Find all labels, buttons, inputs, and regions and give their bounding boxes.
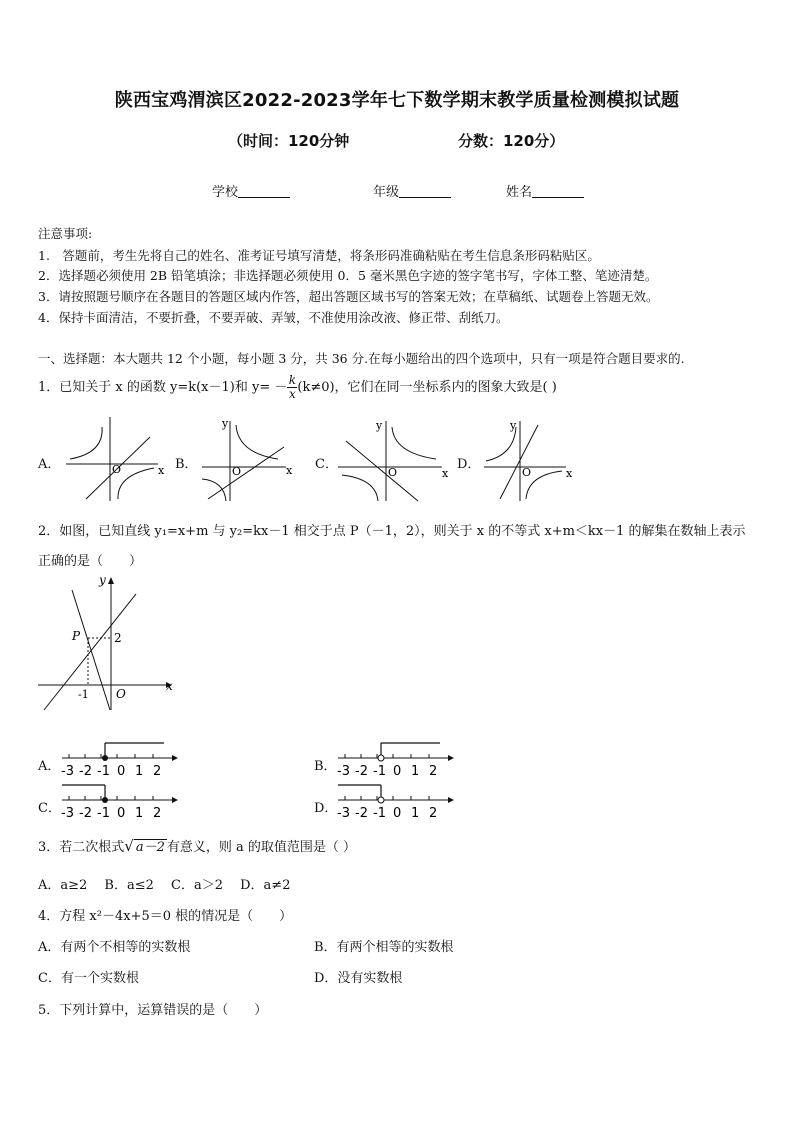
- number-line-arrow: [172, 755, 178, 761]
- open-point: [378, 755, 384, 761]
- question-2-stem-line-1: 2．如图，已知直线 y₁=x+m 与 y₂=kx－1 相交于点 P（－1，2），则关于 x 的不等式 x+m＜kx－1 的解集在数轴上表示: [38, 524, 746, 539]
- linear-line: [500, 425, 538, 499]
- hyperbola-branch: [202, 479, 226, 501]
- number-line-arrow: [448, 797, 454, 803]
- tick-label: -2: [79, 806, 92, 820]
- q2-option-c-label: C．: [38, 801, 61, 816]
- x-axis-label: x: [566, 467, 573, 480]
- q4-option-c: C．有一个实数根: [38, 971, 139, 986]
- question-5-stem: 5．下列计算中，运算错误的是（ ）: [38, 1003, 268, 1018]
- q2-number-line-c: [60, 780, 180, 820]
- x-axis-label: x: [158, 464, 165, 477]
- tick-label: -2: [79, 764, 92, 778]
- q2-option-a-label: A．: [38, 759, 61, 774]
- q2-number-line-d: [336, 780, 456, 820]
- question-4-stem: 4．方程 x²－4x+5＝0 根的情况是（ ）: [38, 909, 293, 924]
- solid-point: [102, 755, 108, 761]
- y-value-2-label: 2: [114, 631, 122, 645]
- y-axis-label: y: [510, 419, 517, 432]
- score-info: 分数：120分）: [458, 132, 565, 150]
- tick-label: 0: [117, 806, 126, 820]
- q1-graph-a: [62, 415, 166, 505]
- tick-label: -1: [97, 764, 110, 778]
- notice-item-3: 3．请按照题号顺序在各题目的答题区域内作答，超出答题区域书写的答案无效；在草稿纸、试题卷上答题无效。: [38, 289, 659, 304]
- y-axis-arrow: [108, 577, 114, 584]
- tick-label: 0: [117, 764, 126, 778]
- section-heading: 一、选择题：本大题共 12 个小题，每小题 3 分，共 36 分.在每小题给出的四个选项中，只有一项是符合题目要求的.: [38, 351, 685, 366]
- notice-item-1: 1. 答题前，考生先将自己的姓名、准考证号填写清楚，将条形码准确粘贴在考生信息条形码粘贴区。: [38, 248, 600, 263]
- notice-heading: 注意事项:: [38, 226, 93, 241]
- number-line-arrow: [172, 797, 178, 803]
- tick-label: 1: [411, 764, 420, 778]
- tick-label: 1: [135, 764, 144, 778]
- tick-label: 1: [411, 806, 420, 820]
- q3-radicand: a－2: [135, 840, 165, 855]
- tick-label: -1: [373, 764, 386, 778]
- q1-frac-num: k: [288, 373, 297, 387]
- hyperbola-branch: [118, 468, 154, 499]
- q4-option-d: D．没有实数根: [314, 971, 403, 986]
- number-line-arrow: [448, 755, 454, 761]
- x-axis-label: x: [166, 679, 173, 693]
- name-blank: [532, 185, 584, 198]
- q3-prefix: 3．若二次根式: [38, 840, 125, 855]
- tick-label: -3: [61, 806, 74, 820]
- tick-label: 1: [135, 806, 144, 820]
- tick-label: -2: [355, 764, 368, 778]
- q2-option-b-label: B．: [314, 759, 337, 774]
- hyperbola-branch: [236, 425, 278, 459]
- q1-option-c-label: C．: [315, 457, 338, 472]
- q1-suffix: (k≠0)，它们在同一坐标系内的图象大致是( ): [297, 380, 557, 395]
- tick-label: -1: [97, 806, 110, 820]
- tick-label: 0: [393, 764, 402, 778]
- linear-line: [208, 447, 284, 499]
- q4-option-a: A．有两个不相等的实数根: [38, 940, 191, 955]
- grade-blank: [399, 185, 451, 198]
- tick-label: -1: [373, 806, 386, 820]
- q2-option-d-label: D．: [314, 801, 338, 816]
- q1-option-a-label: A．: [38, 457, 61, 472]
- x-axis-label: x: [286, 464, 293, 477]
- x-axis-label: x: [442, 467, 449, 480]
- time-info: （时间：120分钟: [228, 132, 350, 150]
- y-axis-label: y: [376, 419, 383, 432]
- school-label: 学校: [212, 185, 239, 200]
- name-label: 姓名: [506, 185, 533, 200]
- q1-option-d-label: D．: [457, 457, 481, 472]
- solid-point: [102, 797, 108, 803]
- question-2-stem-line-2: 正确的是（ ）: [38, 554, 143, 569]
- sqrt-sign: √: [124, 837, 134, 855]
- tick-label: -3: [337, 764, 350, 778]
- tick-label: -2: [355, 806, 368, 820]
- q1-option-b-label: B．: [175, 457, 198, 472]
- tick-label: -3: [61, 764, 74, 778]
- q1-prefix: 1．已知关于 x 的函数 y=k(x－1)和 y= －: [38, 380, 288, 395]
- q2-number-line-b: [336, 738, 456, 778]
- school-field: [212, 181, 290, 200]
- origin-label: O: [112, 463, 122, 476]
- notice-item-4: 4．保持卡面清洁，不要折叠，不要弄破、弄皱，不准使用涂改液、修正带、刮纸刀。: [38, 310, 509, 325]
- origin-label: O: [232, 465, 242, 478]
- question-3-options: A．a≥2 B．a≤2 C．a＞2 D．a≠2: [38, 878, 291, 893]
- question-3-stem: [38, 836, 356, 858]
- q1-graph-d: [482, 415, 582, 505]
- hyperbola-branch: [342, 475, 378, 501]
- grade-field: [373, 181, 451, 200]
- y-axis-label: y: [222, 417, 229, 430]
- name-field: [506, 181, 584, 200]
- origin-label: O: [388, 466, 398, 479]
- tick-label: 2: [429, 806, 438, 820]
- tick-label: 2: [429, 764, 438, 778]
- point-p-label: P: [72, 629, 81, 643]
- hyperbola-branch: [526, 471, 562, 499]
- notice-item-2: 2．选择题必须使用 2B 铅笔填涂；非选择题必须使用 0．5 毫米黑色字迹的签字笔书写，字体工整、笔迹清楚。: [38, 268, 658, 283]
- hyperbola-branch: [392, 427, 436, 459]
- open-point: [378, 797, 384, 803]
- q1-frac-den: x: [288, 387, 296, 401]
- exam-title: 陕西宝鸡渭滨区2022-2023学年七下数学期末教学质量检测模拟试题: [114, 90, 680, 111]
- q1-fraction: [287, 374, 297, 401]
- q1-graph-b: [198, 415, 302, 505]
- hyperbola-branch: [486, 427, 516, 461]
- origin-label: O: [522, 466, 532, 479]
- tick-label: -3: [337, 806, 350, 820]
- q3-suffix: 有意义，则 a 的取值范围是（ ）: [166, 840, 357, 855]
- q4-option-b: B．有两个相等的实数根: [314, 940, 454, 955]
- tick-label: 2: [153, 806, 162, 820]
- question-1-stem: [38, 374, 557, 402]
- tick-label: 0: [393, 806, 402, 820]
- tick-label: 2: [153, 764, 162, 778]
- y-axis-label: y: [99, 573, 106, 587]
- origin-label: O: [116, 687, 126, 701]
- x-value-minus1-label: -1: [78, 688, 89, 701]
- hyperbola-branch: [70, 427, 102, 459]
- school-blank: [238, 185, 290, 198]
- grade-label: 年级: [373, 185, 400, 200]
- q2-intersection-graph: [36, 572, 180, 712]
- q1-graph-c: [336, 415, 452, 505]
- q2-number-line-a: [60, 738, 180, 778]
